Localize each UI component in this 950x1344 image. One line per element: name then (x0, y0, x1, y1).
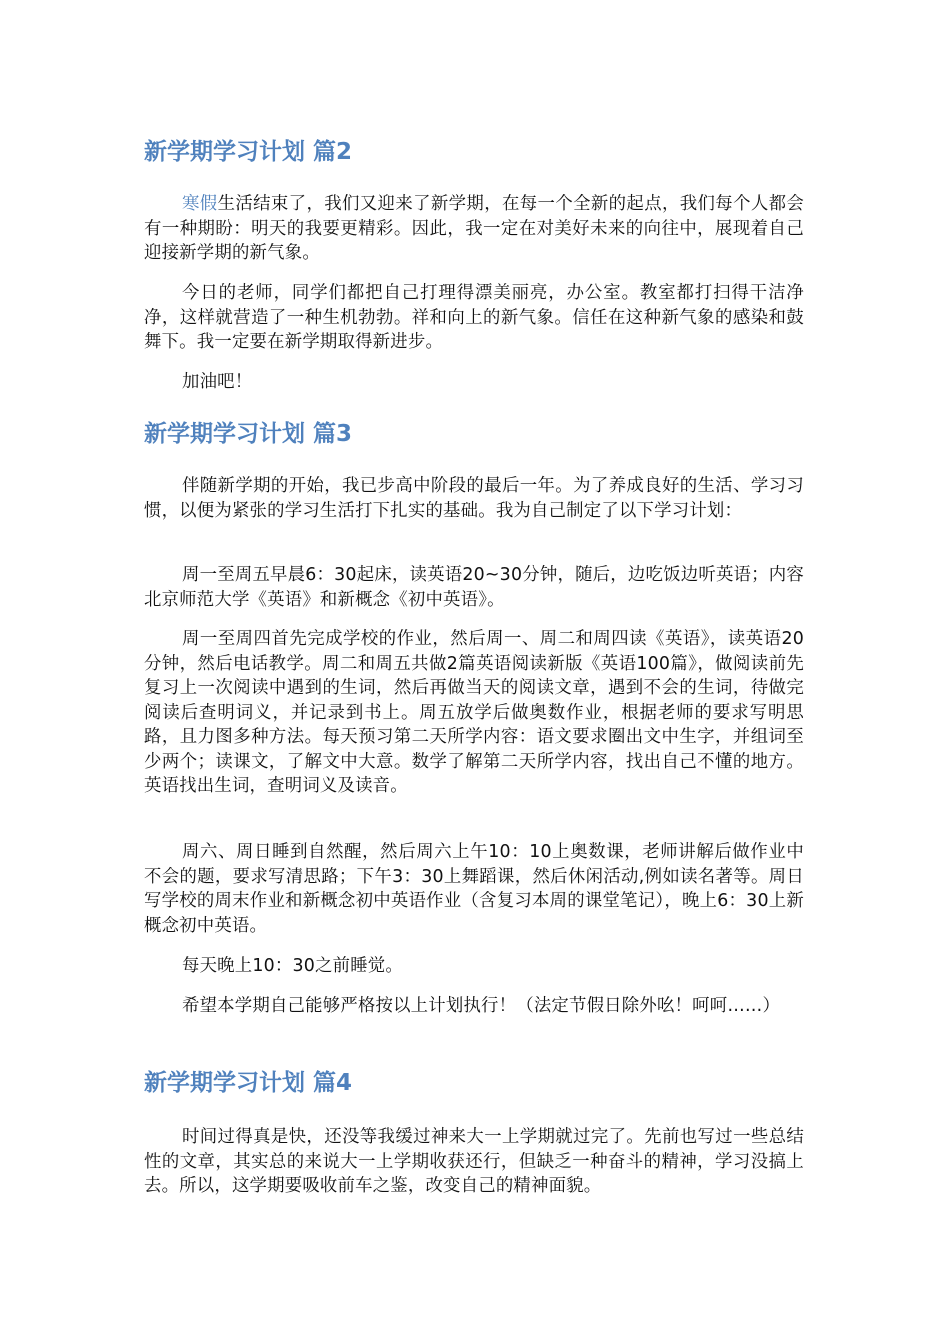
paragraph: 周六、周日睡到自然醒，然后周六上午10：10上奥数课，老师讲解后做作业中不会的题，要求写清思路；下午3：30上舞蹈课，然后休闲活动,例如读名著等。周日写学校的周末作业和新概念初中英语作业（含复习本周的课堂笔记），晚上6：30上新概念初中英语。 (144, 842, 804, 936)
paragraph: 今日的老师，同学们都把自己打理得漂美丽亮，办公室。教室都打扫得干洁净净，这样就营造了一种生机勃勃。祥和向上的新气象。信任在这种新气象的感染和鼓舞下。我一定要在新学期取得新进步。 (144, 283, 804, 352)
paragraph-text: 生活结束了，我们又迎来了新学期，在每一个全新的起点，我们每个人都会有一种期盼：明天的我要更精彩。因此，我一定在对美好未来的向往中，展现着自己迎接新学期的新气象。 (144, 194, 804, 263)
paragraph: 加油吧！ (182, 372, 253, 392)
paragraph: 周一至周五早晨6：30起床，读英语20~30分钟，随后，边吃饭边听英语；内容北京师范大学《英语》和新概念《初中英语》。 (144, 565, 804, 610)
paragraph: 希望本学期自己能够严格按以上计划执行！（法定节假日除外吆！呵呵……） (182, 996, 781, 1016)
winter-vacation-link[interactable]: 寒假 (182, 194, 218, 214)
paragraph: 时间过得真是快，还没等我缓过神来大一上学期就过完了。先前也写过一些总结性的文章，其实总的来说大一上学期收获还行，但缺乏一种奋斗的精神，学习没搞上去。所以，这学期要吸收前车之鉴，改变自己的精神面貌。 (144, 1127, 804, 1196)
paragraph (144, 192, 804, 266)
section-heading-3: 新学期学习计划 篇3 (144, 421, 353, 447)
paragraph: 周一至周四首先完成学校的作业，然后周一、周二和周四读《英语》，读英语20分钟，然后电话教学。周二和周五共做2篇英语阅读新版《英语100篇》，做阅读前先复习上一次阅读中遇到的生词，然后再做当天的阅读文章，遇到不会的生词，待做完阅读后查明词义，并记录到书上。周五放学后做奥数作业，根据老师的要求写明思路，且力图多种方法。每天预习第二天所学内容：语文要求圈出文中生字，并组词至少两个；读课文，了解文中大意。数学了解第二天所学内容，找出自己不懂的地方。英语找出生词，查明词义及读音。 (144, 629, 804, 796)
section-heading-2: 新学期学习计划 篇2 (144, 139, 353, 165)
paragraph: 伴随新学期的开始，我已步高中阶段的最后一年。为了养成良好的生活、学习习惯，以便为紧张的学习生活打下扎实的基础。我为自己制定了以下学习计划： (144, 476, 804, 521)
paragraph: 每天晚上10：30之前睡觉。 (182, 956, 403, 976)
section-heading-4: 新学期学习计划 篇4 (144, 1070, 353, 1096)
